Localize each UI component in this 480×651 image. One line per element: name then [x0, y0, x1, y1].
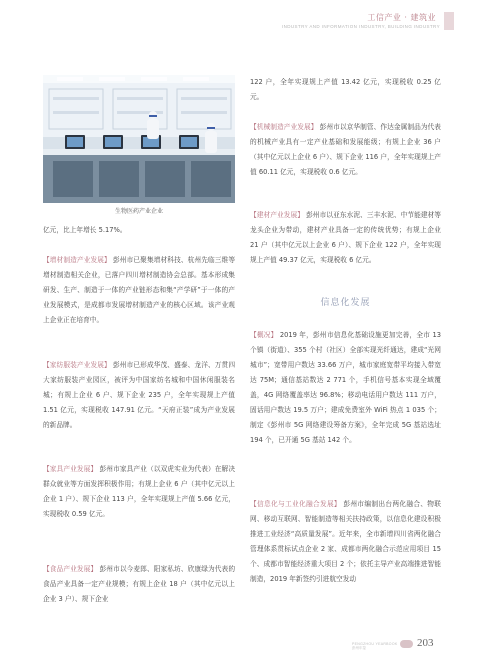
paragraph-text: 彭州市以京华制管、作达金属制品为代表的机械产业具有一定产业基础和发展能级；有规上企业 36 户（其中亿元以上企业 6 户）、规下企业 116 户，全年实现规上产值 60.11 亿元，实现税收 0.6 亿元。	[250, 123, 441, 176]
machinery-paragraph	[250, 120, 441, 180]
page-header	[0, 0, 480, 64]
paragraph-text: 122 户，全年实现规上产值 13.42 亿元，实现税收 0.25 亿元。	[250, 78, 441, 101]
overview-paragraph	[250, 328, 441, 448]
lab-illustration	[43, 75, 235, 203]
footer-brand-en: PENGZHOU YEARBOOK	[352, 642, 398, 646]
footer-brand-cn: 彭州年鉴	[352, 646, 366, 650]
building-materials-paragraph	[250, 208, 441, 268]
informatization-industrialization-paragraph	[250, 497, 441, 587]
paragraph-heading: 【家纺服装产业发展】	[43, 361, 111, 369]
paragraph-text: 彭州市已聚集增材科技、杭州先临三维等增材制造相关企业，已落户四川增材制造协会总部。基本形成集研发、生产、制造于一体的产业链形态和集“产学研”于一体的产业发展模式，是成都市发展增材制造产业的核心区域。该产业观上企业正在培育中。	[43, 256, 236, 324]
paragraph-text: 彭州市以今麦郎、阳家私坊、欣康绿为代表的食品产业具备一定产业规模；有规上企业 18 户（其中亿元以上企业 3 户）、规下企业	[43, 565, 236, 603]
photo-caption: 生物医药产业企业	[114, 208, 163, 215]
furniture-paragraph	[43, 462, 235, 522]
paragraph-text: 2019 年，彭州市信息化基础设施更加完善，全市 13 个镇（街道）、355 个村（社区）全部实现光纤通达，建成“光网城市”；宽带用户数达 33.66 万户，城市家庭宽带平均接入带宽达 75M；通信基站数达 2 771 个，手机信号基本实现全域覆盖，4G 网络覆盖率达 96.8%；移动电话用户数达 111 万户，固话用户数达 19.5 万户；建成免费室外 WiFi 热点 1 035 个；制定《彭州市 5G 网络建设筹备方案》，全年完成 5G 基站选址 194 个，已开通 5G 基站 142 个。	[250, 331, 442, 444]
section-title: 信息化发展	[320, 298, 371, 308]
lab-photo	[43, 75, 235, 203]
paragraph-heading: 【家具产业发展】	[43, 465, 98, 473]
header-subtitle: INDUSTRY AND INFORMATION INDUSTRY, BUILDING INDUSTRY	[281, 24, 440, 29]
paragraph-heading: 【机械制造产业发展】	[250, 123, 318, 131]
paragraph-text: 彭州市家具产业（以双虎实业为代表）在解决群众就业等方面发挥积极作用；有规上企业 6 户（其中亿元以上企业 1 户）、规下企业 113 户，全年实现规上产值 5.66 亿元，实现税收 0.59 亿元。	[43, 465, 236, 518]
paragraph-text: 亿元，比上年增长 5.17%。	[43, 226, 127, 234]
food-industry-paragraph	[43, 562, 235, 607]
paragraph-text: 彭州市编制出台两化融合、物联网、移动互联网、智能制造等相关扶持政策，以信息化建设积极推进工业经济“高质量发展”。近年来，全市新增四川省两化融合管理体系贯标试点企业 2 家、成都市两化融合示范应用项目 15 个、成都市智能经济重大项目 2 个；依托主导产业高端推进智能制造，2019 年新签约引进航空发动	[250, 500, 441, 583]
page-number-ornament	[400, 640, 413, 648]
paragraph-heading: 【建材产业发展】	[250, 211, 304, 219]
right-paragraph-continued	[250, 75, 441, 105]
paragraph-heading: 【概况】	[250, 331, 278, 339]
paragraph-text: 彭州市已形成华茂、盛泰、龙洋、万贯四大家纺服装产业园区，被评为中国家纺名城和中国休闲服装名城；有规上企业 6 户、规下企业 235 户，全年实现规上产值 1.51 亿元，实现税收 147.91 亿元。“天府正装”成为产业发展的新品牌。	[43, 361, 236, 429]
textile-apparel-paragraph	[43, 358, 235, 433]
page-number: 203	[417, 637, 434, 649]
paragraph-text: 彭州市以亚东水泥、三丰水泥、中节能建材等龙头企业为带动，建材产业具备一定的传统优势；有规上企业 21 户（其中亿元以上企业 6 户）、规下企业 122 户，全年实现规上产值 49.37 亿元，实现税收 6 亿元。	[250, 211, 441, 264]
header-title: 工信产业 · 建筑业	[367, 13, 436, 22]
paragraph-heading: 【信息化与工业化融合发展】	[250, 500, 341, 508]
left-paragraph-continued	[43, 223, 235, 238]
paragraph-heading: 【食品产业发展】	[43, 565, 98, 573]
additive-manufacturing-paragraph	[43, 253, 235, 328]
paragraph-heading: 【增材制造产业发展】	[43, 256, 111, 264]
header-tab-marker	[444, 12, 454, 30]
